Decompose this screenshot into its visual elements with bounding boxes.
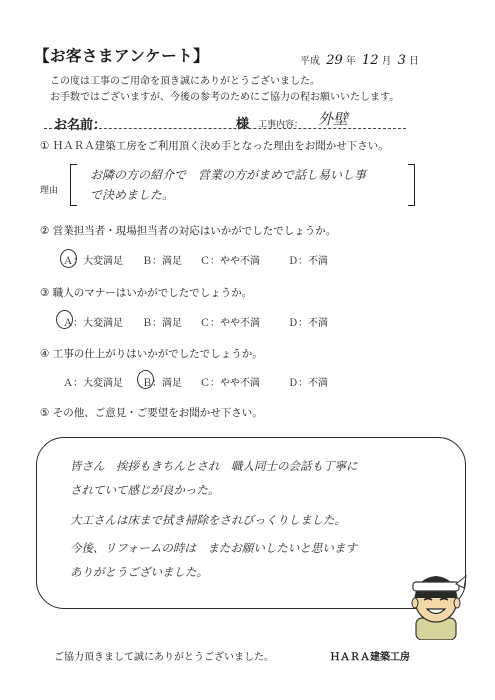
date-month-unit: 月 — [381, 56, 392, 67]
date-era: 平成 — [300, 56, 320, 67]
q3-option-b: Ｂ：満足 — [142, 318, 182, 329]
q4-option-d: Ｄ：不満 — [288, 378, 328, 389]
q3-option-d: Ｄ：不満 — [288, 318, 328, 329]
question-5: ⑤ その他、ご意見・ご要望をお聞かせ下さい。 — [40, 407, 263, 419]
question-4: ④ 工事の仕上がりはいかがでしたでしょうか。 — [40, 348, 263, 360]
reason-bracket-left — [70, 164, 77, 206]
q2-option-d: Ｄ：不満 — [288, 256, 328, 267]
comment-line-1: 皆さん 挨拶もきちんとされ 職人同士の会話も丁寧に — [70, 459, 358, 473]
survey-title: 【お客さまアンケート】 — [34, 47, 210, 65]
q4-option-a: Ａ：大変満足 — [63, 378, 123, 389]
honorific: 様 — [236, 117, 250, 132]
q4-option-b: Ｂ：満足 — [142, 378, 182, 389]
reason-answer-line-1: お隣の方の紹介で 営業の方がまめで話し易いし事 — [90, 168, 367, 182]
date-day-unit: 日 — [408, 56, 419, 67]
work-value: 外壁 — [318, 110, 349, 128]
q3-option-a: Ａ：大変満足 — [63, 318, 123, 329]
intro-line-1: この度は工事のご用命を頂き誠にありがとうございました。 — [50, 76, 320, 87]
name-label: お名前： — [54, 118, 107, 133]
q2-option-a: Ａ：大変満足 — [63, 256, 123, 267]
date-year: 29 — [326, 53, 343, 68]
intro-line-2: お手数ではございますが、今後の参考のためにご協力の程お願いいたします。 — [50, 92, 400, 103]
footer-thanks: ご協力頂きまして誠にありがとうございました。 — [54, 652, 274, 663]
comment-line-4: 今後、リフォームの時は またお願いしたいと思います — [70, 541, 357, 555]
date-day: 3 — [397, 53, 406, 68]
question-1: ① ＨＡＲＡ建築工房をご利用頂く決め手となった理由をお聞かせ下さい。 — [40, 140, 389, 152]
q2-option-c: Ｃ：やや不満 — [200, 256, 260, 267]
reason-answer-line-2: で決めました。 — [90, 188, 175, 202]
survey-date — [300, 52, 419, 68]
date-month: 12 — [361, 53, 379, 68]
question-3: ③ 職人のマナーはいかがでしたでしょうか。 — [40, 287, 253, 299]
date-year-unit: 年 — [345, 56, 356, 67]
work-label: 工事内容： — [258, 120, 304, 130]
comment-line-2: されていて感じが良かった。 — [70, 483, 220, 497]
reason-label: 理由 — [40, 186, 59, 196]
comment-line-3: 大工さんは床まで拭き掃除をされびっくりしました。 — [70, 513, 346, 527]
comment-line-5: ありがとうございました。 — [70, 565, 208, 579]
q4-option-c: Ｃ：やや不満 — [200, 378, 260, 389]
q3-option-c: Ｃ：やや不満 — [200, 318, 260, 329]
question-2: ② 営業担当者・現場担当者の対応はいかがでしたでしょうか。 — [40, 225, 337, 237]
carpenter-mascot-illustration — [402, 560, 470, 640]
reason-bracket-right — [408, 164, 415, 206]
name-line — [44, 128, 406, 129]
footer-company: ＨＡＲＡ建築工房 — [330, 652, 410, 663]
q2-option-b: Ｂ：満足 — [142, 256, 182, 267]
